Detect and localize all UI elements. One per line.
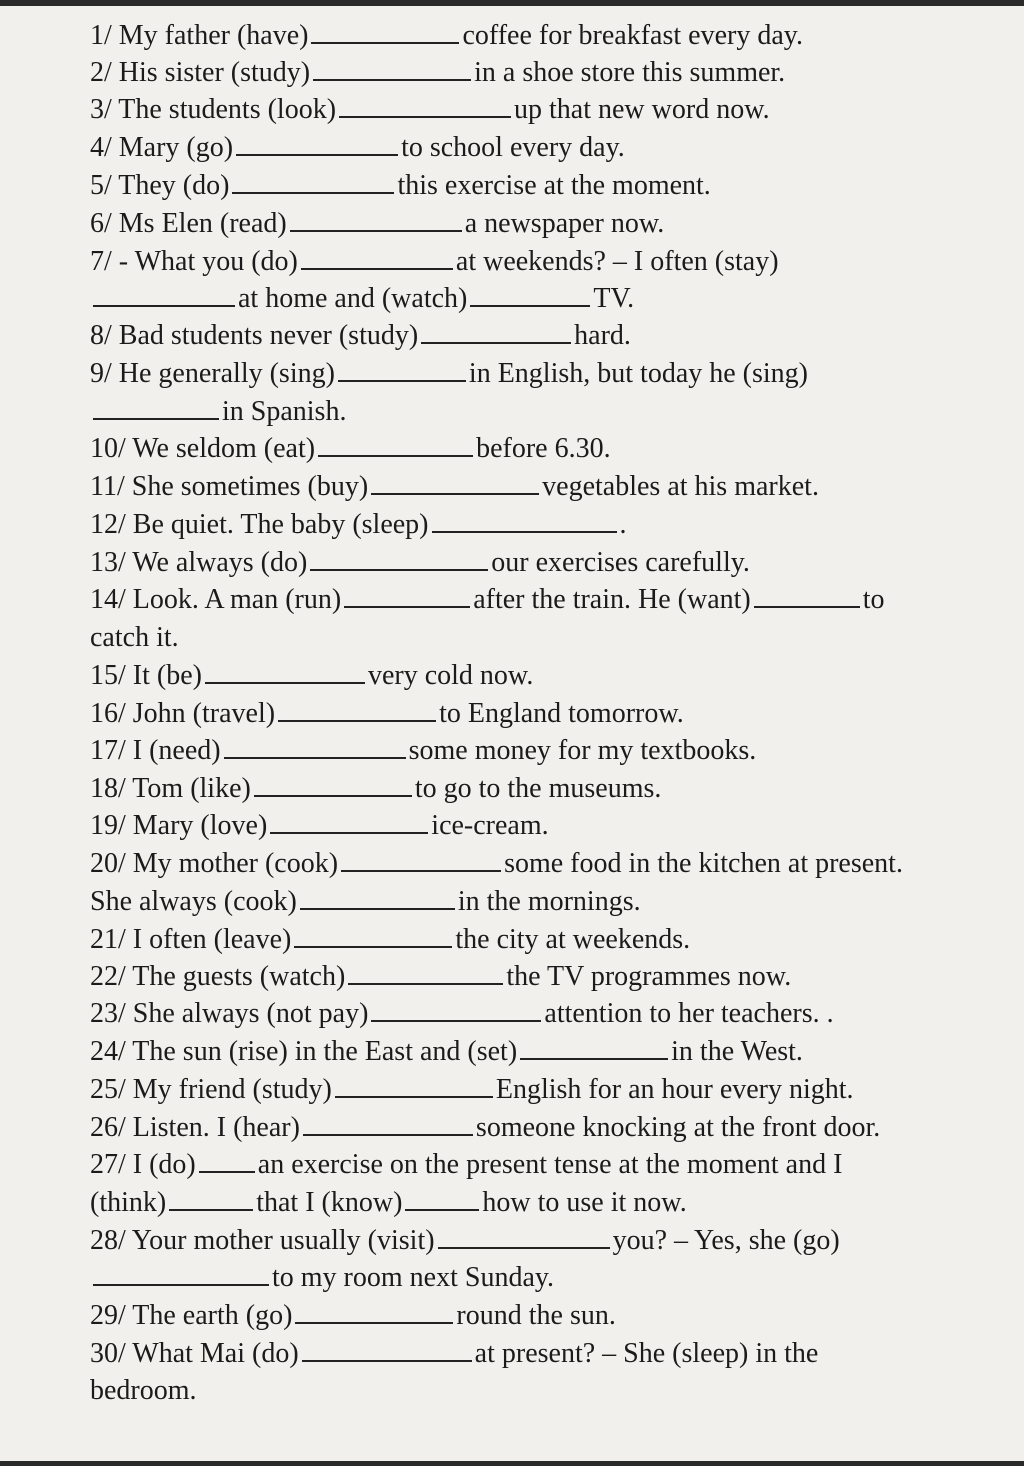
answer-blank[interactable] bbox=[302, 1338, 472, 1362]
exercise-text: to school every day. bbox=[401, 132, 625, 163]
exercise-line bbox=[90, 471, 819, 503]
answer-blank[interactable] bbox=[270, 810, 428, 834]
exercise-line bbox=[90, 1112, 880, 1144]
exercise-text: 30/ What Mai (do) bbox=[90, 1338, 299, 1369]
answer-blank[interactable] bbox=[301, 246, 453, 270]
exercise-line bbox=[90, 1300, 616, 1332]
exercise-text: English for an hour every night. bbox=[495, 1074, 854, 1105]
exercise-line bbox=[90, 886, 641, 918]
answer-blank[interactable] bbox=[348, 961, 503, 985]
exercise-line bbox=[90, 94, 770, 126]
exercise-text: in English, but today he (sing) bbox=[468, 358, 808, 389]
exercise-line bbox=[90, 998, 834, 1030]
exercise-text: 28/ Your mother usually (visit) bbox=[90, 1225, 435, 1256]
exercise-text: the city at weekends. bbox=[455, 924, 691, 955]
exercise-text: some food in the kitchen at present. bbox=[504, 848, 903, 879]
exercise-text: 22/ The guests (watch) bbox=[90, 961, 346, 992]
answer-blank[interactable] bbox=[335, 1074, 493, 1098]
exercise-text: coffee for breakfast every day. bbox=[462, 20, 803, 51]
exercise-line bbox=[90, 547, 750, 579]
answer-blank[interactable] bbox=[310, 547, 488, 571]
exercise-line bbox=[90, 358, 808, 390]
exercise-text: 2/ His sister (study) bbox=[90, 57, 311, 88]
exercise-text: bedroom. bbox=[90, 1375, 197, 1406]
exercise-text: 13/ We always (do) bbox=[90, 547, 308, 578]
exercise-text: TV. bbox=[593, 283, 635, 314]
answer-blank[interactable] bbox=[300, 886, 455, 910]
exercise-text: 7/ - What you (do) bbox=[90, 246, 298, 277]
answer-blank[interactable] bbox=[295, 1300, 453, 1324]
exercise-text: 21/ I often (leave) bbox=[90, 924, 292, 955]
exercise-line bbox=[90, 1375, 197, 1407]
answer-blank[interactable] bbox=[341, 848, 501, 872]
exercise-line bbox=[90, 1074, 854, 1106]
exercise-text: 20/ My mother (cook) bbox=[90, 848, 339, 879]
exercise-line bbox=[90, 961, 791, 993]
answer-blank[interactable] bbox=[339, 94, 511, 118]
exercise-text: 18/ Tom (like) bbox=[90, 773, 251, 804]
exercise-line bbox=[90, 698, 684, 730]
exercise-line bbox=[90, 509, 627, 541]
exercise-text: to my room next Sunday. bbox=[272, 1262, 555, 1293]
exercise-text: in a shoe store this summer. bbox=[474, 57, 786, 88]
exercise-line bbox=[90, 283, 634, 315]
answer-blank[interactable] bbox=[232, 170, 394, 194]
exercise-text: She always (cook) bbox=[90, 886, 297, 917]
exercise-line bbox=[90, 622, 179, 654]
exercise-text: in the mornings. bbox=[457, 886, 641, 917]
exercise-line bbox=[90, 433, 611, 465]
answer-blank[interactable] bbox=[754, 584, 860, 608]
exercise-text: 11/ She sometimes (buy) bbox=[90, 471, 369, 502]
exercise-line bbox=[90, 848, 903, 880]
answer-blank[interactable] bbox=[254, 773, 412, 797]
exercise-text: you? – Yes, she (go) bbox=[612, 1225, 840, 1256]
exercise-text: to bbox=[862, 584, 885, 615]
exercise-text: . bbox=[619, 509, 627, 540]
exercise-text: 9/ He generally (sing) bbox=[90, 358, 335, 389]
answer-blank[interactable] bbox=[338, 358, 466, 382]
exercise-text: 1/ My father (have) bbox=[90, 20, 309, 51]
exercise-text: very cold now. bbox=[367, 660, 534, 691]
exercise-line bbox=[90, 246, 779, 278]
exercise-text: 19/ Mary (love) bbox=[90, 810, 268, 841]
answer-blank[interactable] bbox=[318, 433, 473, 457]
answer-blank[interactable] bbox=[344, 584, 470, 608]
exercise-text: our exercises carefully. bbox=[491, 547, 750, 578]
exercise-text: 29/ The earth (go) bbox=[90, 1300, 293, 1331]
exercise-text: 4/ Mary (go) bbox=[90, 132, 234, 163]
exercise-text: a newspaper now. bbox=[464, 208, 665, 239]
exercise-line bbox=[90, 773, 661, 805]
exercise-text: up that new word now. bbox=[514, 94, 770, 125]
answer-blank[interactable] bbox=[313, 57, 471, 81]
exercise-line bbox=[90, 132, 625, 164]
exercise-text: 8/ Bad students never (study) bbox=[90, 320, 419, 351]
exercise-line bbox=[90, 1149, 842, 1181]
exercise-line bbox=[90, 208, 664, 240]
exercise-text: 6/ Ms Elen (read) bbox=[90, 208, 287, 239]
exercise-text: an exercise on the present tense at the moment and I bbox=[257, 1149, 843, 1180]
exercise-text: 14/ Look. A man (run) bbox=[90, 584, 342, 615]
exercise-text: 24/ The sun (rise) in the East and (set) bbox=[90, 1036, 518, 1067]
exercise-text: catch it. bbox=[90, 622, 179, 653]
exercise-text: at present? – She (sleep) in the bbox=[474, 1338, 819, 1369]
answer-blank[interactable] bbox=[93, 1262, 269, 1286]
exercise-text: the TV programmes now. bbox=[506, 961, 792, 992]
exercise-line bbox=[90, 660, 533, 692]
exercise-text: vegetables at his market. bbox=[542, 471, 819, 502]
answer-blank[interactable] bbox=[93, 396, 219, 420]
exercise-text: this exercise at the moment. bbox=[397, 170, 711, 201]
exercise-text: 15/ It (be) bbox=[90, 660, 202, 691]
answer-blank[interactable] bbox=[432, 509, 617, 533]
exercise-text: after the train. He (want) bbox=[473, 584, 751, 615]
exercise-text: ice-cream. bbox=[431, 810, 549, 841]
exercise-text: in the West. bbox=[671, 1036, 803, 1067]
exercise-text: 10/ We seldom (eat) bbox=[90, 433, 316, 464]
exercise-text: round the sun. bbox=[456, 1300, 616, 1331]
exercise-text: to go to the museums. bbox=[414, 773, 662, 804]
exercise-text: 27/ I (do) bbox=[90, 1149, 196, 1180]
exercise-text: attention to her teachers. . bbox=[544, 998, 834, 1029]
exercise-text: 26/ Listen. I (hear) bbox=[90, 1112, 300, 1143]
exercise-text: hard. bbox=[574, 320, 631, 351]
exercise-text: 3/ The students (look) bbox=[90, 94, 337, 125]
exercise-line bbox=[90, 1262, 554, 1294]
answer-blank[interactable] bbox=[470, 283, 590, 307]
answer-blank[interactable] bbox=[303, 1112, 473, 1136]
exercise-line bbox=[90, 1225, 840, 1257]
answer-blank[interactable] bbox=[93, 283, 235, 307]
exercise-text: at home and (watch) bbox=[238, 283, 468, 314]
answer-blank[interactable] bbox=[278, 698, 436, 722]
exercise-text: (think) bbox=[90, 1187, 167, 1218]
answer-blank[interactable] bbox=[438, 1225, 610, 1249]
exercise-line bbox=[90, 57, 785, 89]
exercise-text: 16/ John (travel) bbox=[90, 698, 276, 729]
answer-blank[interactable] bbox=[199, 1149, 255, 1173]
exercise-text: in Spanish. bbox=[222, 396, 347, 427]
exercise-text: 5/ They (do) bbox=[90, 170, 230, 201]
exercise-line bbox=[90, 1036, 803, 1068]
exercise-text: how to use it now. bbox=[482, 1187, 687, 1218]
exercise-line bbox=[90, 170, 711, 202]
answer-blank[interactable] bbox=[311, 20, 459, 44]
exercise-text: to England tomorrow. bbox=[439, 698, 684, 729]
exercise-line bbox=[90, 735, 756, 767]
exercise-text: 17/ I (need) bbox=[90, 735, 221, 766]
answer-blank[interactable] bbox=[224, 735, 406, 759]
answer-blank[interactable] bbox=[294, 924, 452, 948]
exercise-text: 12/ Be quiet. The baby (sleep) bbox=[90, 509, 429, 540]
exercise-line bbox=[90, 1338, 818, 1370]
exercise-text: 23/ She always (not pay) bbox=[90, 998, 369, 1029]
answer-blank[interactable] bbox=[205, 660, 365, 684]
exercise-text: some money for my textbooks. bbox=[408, 735, 757, 766]
exercise-text: 25/ My friend (study) bbox=[90, 1074, 332, 1105]
answer-blank[interactable] bbox=[421, 320, 571, 344]
exercise-text: someone knocking at the front door. bbox=[475, 1112, 881, 1143]
exercise-line bbox=[90, 584, 885, 616]
exercise-text: at weekends? – I often (stay) bbox=[455, 246, 779, 277]
exercise-line bbox=[90, 396, 346, 428]
exercise-text: that I (know) bbox=[256, 1187, 403, 1218]
answer-blank[interactable] bbox=[405, 1187, 479, 1211]
exercise-line bbox=[90, 320, 631, 352]
answer-blank[interactable] bbox=[371, 471, 539, 495]
answer-blank[interactable] bbox=[169, 1187, 253, 1211]
exercise-line bbox=[90, 1187, 687, 1219]
answer-blank[interactable] bbox=[290, 208, 462, 232]
exercise-line bbox=[90, 810, 549, 842]
exercise-line bbox=[90, 924, 690, 956]
answer-blank[interactable] bbox=[371, 998, 541, 1022]
answer-blank[interactable] bbox=[236, 132, 398, 156]
exercise-text: before 6.30. bbox=[476, 433, 611, 464]
answer-blank[interactable] bbox=[520, 1036, 668, 1060]
exercise-line bbox=[90, 20, 803, 52]
